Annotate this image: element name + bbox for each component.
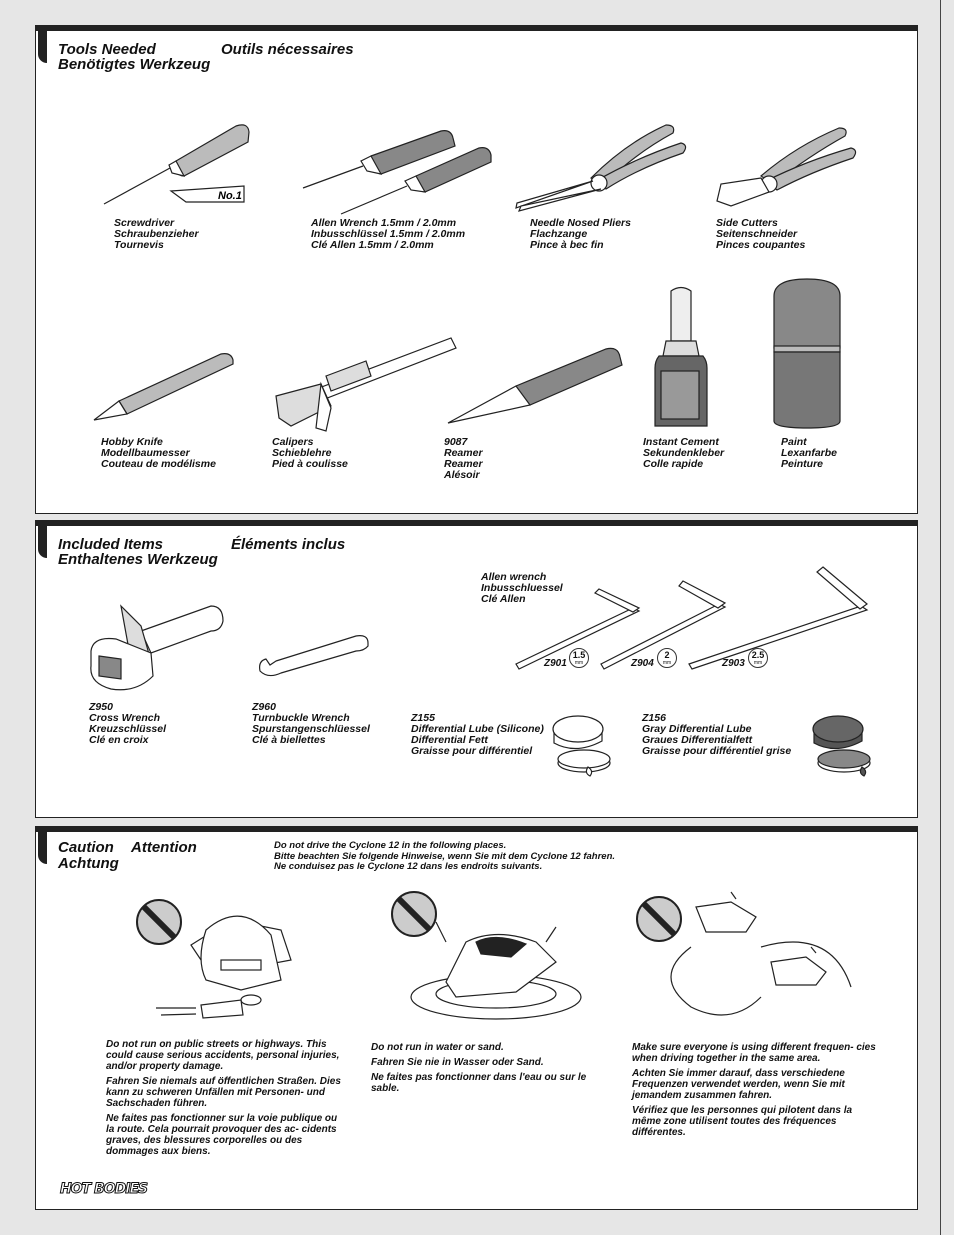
cross-wrench-illustration: [81, 601, 226, 696]
tools-title-fr: Outils nécessaires: [221, 41, 354, 58]
warning-text-2: Do not run in water or sand. Fahren Sie nie in Wasser oder Sand. Ne faites pas fonctionner dans l'eau ou sur le sable.: [371, 1042, 587, 1094]
section-marker: [38, 524, 47, 558]
no-streets-illustration: [131, 890, 301, 1030]
allen-wrench-caption: Allen wrench Inbusschluessel Clé Allen: [481, 571, 563, 605]
allen-wrench-set-illustration: [511, 556, 886, 671]
section-marker: [38, 830, 47, 864]
prohibition-icon: [137, 900, 181, 944]
reamer-illustration: [446, 341, 626, 426]
caution-panel: [35, 826, 918, 1210]
needle-nose-pliers-illustration: [511, 123, 691, 213]
tool-caption-allen-wrench: Allen Wrench 1.5mm / 2.0mm Inbusschlüssel 1.5mm / 2.0mm Clé Allen 1.5mm / 2.0mm: [311, 217, 466, 251]
tool-caption-reamer: 9087 Reamer Reamer Alésoir: [444, 436, 483, 481]
allen-size-code-2: Z904: [631, 658, 654, 669]
turnbuckle-wrench-caption: Z960 Turnbuckle Wrench Spurstangenschlüessel Clé à biellettes: [252, 701, 370, 746]
screwdriver-illustration: [96, 116, 256, 211]
cross-wrench-caption: Z950 Cross Wrench Kreuzschlüssel Clé en croix: [89, 701, 167, 746]
allen-size-code-3: Z903: [722, 658, 745, 669]
tool-caption-hobby-knife: Hobby Knife Modellbaumesser Couteau de modélisme: [101, 436, 216, 470]
allen-size-badge-1: 1.5 mm: [569, 648, 589, 668]
allen-size-badge-2: 2 mm: [657, 648, 677, 668]
warning-text-1: Do not run on public streets or highways. This could cause serious accidents, personal injuries, and/or property damage. Fahren Sie niemals auf öffentlichen Straßen. Dies kann zu schweren Unfällen mit Personen- und Sachschaden führen. Ne faites pas fonctionner sur la voie publique ou la route. Cela pourrait provoquer des ac- cidents graves, des blessures corporelles ou des dommages aux biens.: [106, 1039, 341, 1157]
tool-caption-paint: Paint Lexanfarbe Peinture: [781, 436, 838, 470]
section-marker: [38, 29, 47, 63]
lube-silicone-caption: Z155 Differential Lube (Silicone) Differential Fett Graisse pour différentiel: [411, 712, 544, 757]
hobby-knife-illustration: [91, 346, 241, 421]
caution-title-en: Caution: [58, 839, 114, 856]
warning-text-3: Make sure everyone is using different frequen- cies when driving together in the same area. Achten Sie immer darauf, dass verschiedene Frequenzen verwendet werden, wenn Sie mit jemandem zusammen fahren. Vérifiez que les personnes qui pilotent dans la même zone utilisent toutes des fréquences différentes.: [632, 1042, 876, 1138]
instant-cement-illustration: [651, 286, 711, 431]
tools-title-en: Tools Needed: [58, 41, 156, 58]
tools-title-de: Benötigtes Werkzeug: [58, 56, 211, 73]
frequency-illustration: [631, 887, 861, 1027]
tool-caption-instant-cement: Instant Cement Sekundenkleber Colle rapide: [643, 436, 725, 470]
prohibition-icon: [392, 892, 436, 936]
allen-driver-illustration: [301, 126, 491, 216]
hot-bodies-logo: HOT BODIES: [60, 1181, 148, 1197]
allen-size-badge-3: 2.5 mm: [748, 648, 768, 668]
page-edge-line: [940, 0, 941, 1235]
paint-can-illustration: [771, 276, 843, 431]
lube-gray-caption: Z156 Gray Differential Lube Graues Differentialfett Graisse pour différentiel grise: [642, 712, 792, 757]
included-title-en: Included Items: [58, 536, 164, 553]
calipers-illustration: [271, 336, 461, 431]
turnbuckle-wrench-illustration: [256, 631, 371, 681]
included-title-de: Enthaltenes Werkzeug: [58, 551, 218, 568]
tool-caption-side-cutters: Side Cutters Seitenschneider Pinces coupantes: [716, 217, 806, 251]
tools-needed-panel: [35, 25, 918, 514]
tool-caption-calipers: Calipers Schieblehre Pied à coulisse: [272, 436, 348, 470]
tool-caption-pliers: Needle Nosed Pliers Flachzange Pince à bec fin: [530, 217, 631, 251]
lube-silicone-jar-illustration: [546, 711, 616, 776]
included-title-fr: Éléments inclus: [231, 536, 346, 553]
prohibition-icon: [637, 897, 681, 941]
tool-caption-screwdriver: Screwdriver Schraubenzieher Tournevis: [114, 217, 199, 251]
caution-title-fr: Attention: [131, 839, 197, 856]
no-water-illustration: [386, 882, 586, 1022]
lube-gray-jar-illustration: [806, 711, 876, 776]
caution-title-de: Achtung: [58, 855, 119, 872]
included-items-panel: [35, 520, 918, 818]
screwdriver-badge: No.1: [218, 190, 242, 202]
allen-size-code-1: Z901: [544, 658, 567, 669]
caution-intro: Do not drive the Cyclone 12 in the following places. Bitte beachten Sie folgende Hinweise, wenn Sie mit dem Cyclone 12 fahren. Ne conduisez pas le Cyclone 12 dans les endroits suivants.: [274, 840, 616, 872]
side-cutters-illustration: [711, 126, 861, 211]
